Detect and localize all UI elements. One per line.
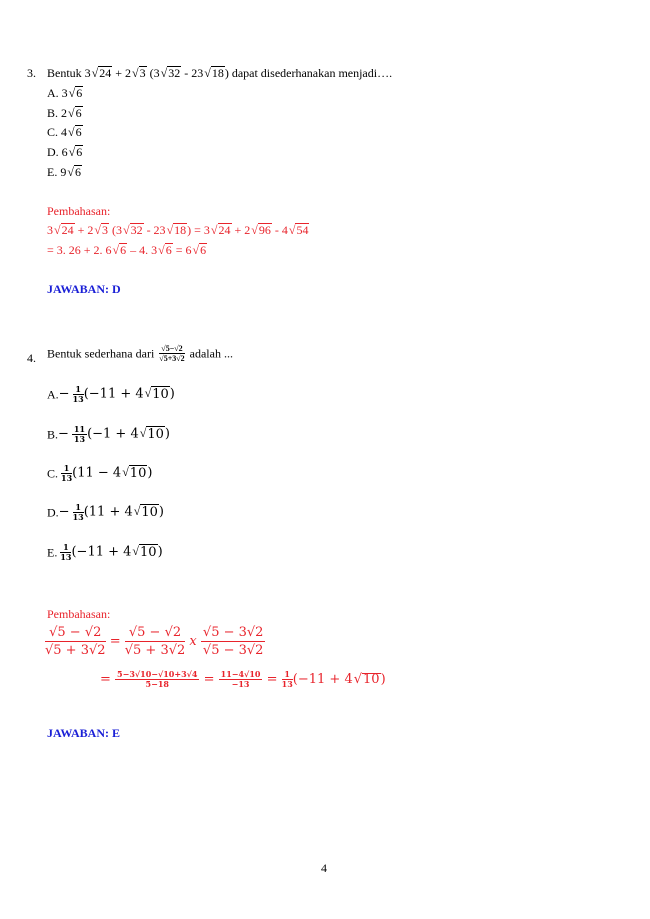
radical-sign: √	[204, 66, 211, 80]
fraction-numerator: 5−3√10−√10+3√4	[117, 669, 198, 679]
option-letter: B.	[47, 106, 59, 120]
radical-sign: √	[166, 223, 174, 237]
option-letter: D.	[47, 145, 59, 159]
math-term: (−11 + 4	[292, 672, 353, 687]
option-body: )	[164, 426, 170, 442]
q3-option-c[interactable]	[47, 125, 83, 139]
option-letter: C.	[47, 125, 59, 139]
q3-radical-18: 18	[211, 66, 224, 80]
option-radical: 6	[74, 165, 81, 179]
fraction-denominator: √5 + 3√2	[124, 643, 186, 658]
radical-sign: √	[68, 145, 76, 159]
fraction-numerator: 11−4√10	[220, 669, 261, 679]
radical-sign: √	[67, 165, 74, 179]
step2-fraction-1	[115, 670, 199, 689]
q3-option-a[interactable]	[47, 86, 83, 100]
math-term: + 2	[231, 223, 251, 237]
radical-sign: √	[122, 465, 129, 480]
step2-fraction-2	[219, 670, 263, 689]
option-coef: 4	[61, 125, 68, 139]
fraction-numerator: 11	[73, 424, 86, 434]
option-body: (11 − 4	[72, 465, 122, 481]
q3-stem-start: Bentuk 3	[47, 66, 91, 80]
option-body: (11 + 4	[83, 504, 133, 520]
math-radical: 18	[174, 223, 187, 237]
fraction-numerator: 1	[282, 670, 293, 680]
option-radical: 6	[76, 86, 83, 100]
q3-radical-3: 3	[139, 66, 146, 80]
option-fraction	[73, 385, 84, 404]
q3-radical-24: 24	[99, 66, 112, 80]
fraction-numerator: √5−√2	[161, 344, 183, 353]
option-sign: −	[58, 504, 70, 520]
q4-stem-start: Bentuk sederhana dari	[47, 346, 155, 361]
option-body: (−11 + 4	[71, 544, 132, 560]
q4-option-d[interactable]	[47, 503, 164, 522]
option-letter: A.	[47, 387, 59, 402]
math-term: )	[380, 672, 386, 687]
fraction-numerator: 1	[60, 543, 71, 553]
q4-option-b[interactable]	[47, 425, 170, 444]
q4-option-e[interactable]	[47, 543, 163, 562]
fraction-numerator: √5 − 3√2	[202, 625, 264, 640]
option-body: (−1 + 4	[87, 426, 139, 442]
option-fraction	[61, 464, 72, 483]
radical-sign: √	[210, 223, 218, 237]
option-coef: 2	[61, 106, 68, 120]
math-radical: 32	[130, 223, 143, 237]
q4-option-c[interactable]	[47, 464, 152, 483]
math-term: – 4. 3	[127, 243, 158, 257]
q4-solution-step-1	[45, 624, 265, 659]
math-term: 3	[47, 223, 53, 237]
radical-sign: √	[139, 426, 147, 441]
q3-radical-32: 32	[168, 66, 181, 80]
option-body: (−11 + 4	[83, 386, 144, 402]
option-sign: −	[58, 426, 69, 442]
math-term: - 23	[143, 223, 166, 237]
q3-number: 3.	[27, 66, 36, 80]
fraction-denominator: √5 + 3√2	[45, 643, 106, 658]
option-coef: 3	[61, 86, 68, 100]
math-radical: 6	[120, 243, 127, 257]
fraction-denominator: 13	[73, 434, 86, 444]
q4-option-a[interactable]	[47, 385, 175, 404]
fraction-denominator: 5−18	[145, 679, 169, 689]
math-term: (3	[108, 223, 122, 237]
q3-option-b[interactable]	[47, 106, 83, 120]
step1-fraction-2	[125, 624, 186, 659]
option-letter: E.	[47, 165, 58, 179]
q3-stem-end: ) dapat disederhanakan menjadi….	[224, 66, 393, 80]
radical-sign: √	[112, 243, 120, 257]
q3-solution-line-2	[47, 243, 207, 257]
option-letter: E.	[47, 545, 58, 560]
q3-answer: JAWABAN: D	[47, 282, 121, 296]
equals-sign: =	[203, 672, 215, 687]
math-radical: 3	[101, 223, 108, 237]
radical-sign: √	[122, 223, 130, 237]
radical-sign: √	[94, 223, 101, 237]
radical-sign: √	[353, 672, 363, 687]
option-fraction	[60, 543, 71, 562]
fraction-numerator: √5 − √2	[125, 624, 186, 642]
fraction-denominator: −13	[231, 679, 250, 689]
option-fraction	[72, 425, 87, 444]
math-term: - 4	[271, 223, 288, 237]
q4-stem-fraction	[159, 344, 184, 363]
q4-pembahasan-label: Pembahasan:	[47, 607, 111, 621]
q4-solution-step-2	[100, 670, 386, 689]
page-number: 4	[321, 861, 327, 875]
q4-stem-end: adalah ...	[189, 346, 233, 361]
radical-sign: √	[132, 544, 140, 559]
math-term: + 2	[74, 223, 94, 237]
radical-sign: √	[132, 66, 139, 80]
step1-fraction-1	[45, 624, 106, 659]
radical-sign: √	[133, 504, 141, 519]
q3-term: - 23	[181, 66, 204, 80]
radical-sign: √	[68, 86, 76, 100]
option-radical: 6	[76, 145, 83, 159]
math-radical: 6	[200, 243, 207, 257]
q3-term: (3	[146, 66, 160, 80]
step2-fraction-3	[282, 670, 293, 689]
radical-sign: √	[158, 243, 165, 257]
option-sign: −	[58, 386, 70, 402]
equals-sign: =	[109, 634, 121, 649]
math-term: = 3. 26 + 2. 6	[47, 243, 112, 257]
option-radical: 10	[140, 545, 157, 560]
q4-number: 4.	[27, 351, 36, 365]
q3-stem	[47, 66, 392, 80]
fraction-denominator: 13	[61, 473, 73, 483]
math-term: = 6	[172, 243, 192, 257]
math-radical: 10	[363, 672, 380, 687]
option-radical: 6	[75, 106, 82, 120]
math-radical: 96	[258, 223, 271, 237]
radical-sign: √	[192, 243, 200, 257]
math-term: ) = 3	[187, 223, 210, 237]
radical-sign: √	[144, 386, 152, 401]
option-body: )	[147, 465, 153, 481]
option-letter: A.	[47, 86, 59, 100]
radical-sign: √	[160, 66, 168, 80]
option-body: )	[157, 544, 163, 560]
q3-solution-line-1	[47, 223, 309, 237]
fraction-denominator: 13	[60, 552, 72, 562]
option-body: )	[158, 504, 164, 520]
q3-pembahasan-label: Pembahasan:	[47, 204, 111, 218]
option-radical: 10	[141, 505, 158, 520]
q3-option-d[interactable]	[47, 145, 83, 159]
fraction-numerator: √5 − √2	[45, 624, 106, 642]
fraction-numerator: 1	[61, 464, 72, 474]
equals-sign: =	[100, 672, 111, 687]
fraction-denominator: √5 − 3√2	[202, 643, 264, 658]
q4-stem	[47, 344, 233, 363]
radical-sign: √	[91, 66, 99, 80]
radical-sign: √	[54, 223, 61, 237]
option-letter: B.	[47, 427, 59, 442]
radical-sign: √	[68, 125, 75, 139]
q3-term: + 2	[112, 66, 132, 80]
fraction-denominator: √5+3√2	[159, 354, 185, 363]
option-letter: D.	[47, 505, 59, 520]
option-radical: 10	[152, 387, 169, 402]
option-radical: 10	[147, 427, 164, 442]
fraction-denominator: 13	[281, 679, 293, 689]
option-coef: 9	[60, 165, 67, 179]
option-radical: 10	[129, 466, 147, 481]
equals-sign: =	[266, 672, 278, 687]
fraction-numerator: 1	[73, 385, 84, 395]
times-sign: x	[189, 634, 197, 649]
option-radical: 6	[75, 125, 82, 139]
math-radical: 24	[218, 223, 231, 237]
fraction-numerator: 1	[73, 503, 84, 513]
option-fraction	[73, 503, 84, 522]
option-letter: C.	[47, 466, 59, 481]
q3-option-e[interactable]	[47, 165, 82, 179]
step1-fraction-3	[201, 624, 266, 659]
radical-sign: √	[288, 223, 296, 237]
radical-sign: √	[251, 223, 258, 237]
q4-answer: JAWABAN: E	[47, 726, 121, 740]
math-radical: 54	[296, 223, 309, 237]
option-coef: 6	[61, 145, 68, 159]
math-radical: 6	[165, 243, 172, 257]
fraction-denominator: 13	[72, 512, 84, 522]
radical-sign: √	[68, 106, 75, 120]
option-body: )	[169, 386, 175, 402]
math-radical: 24	[61, 223, 74, 237]
fraction-denominator: 13	[72, 394, 84, 404]
